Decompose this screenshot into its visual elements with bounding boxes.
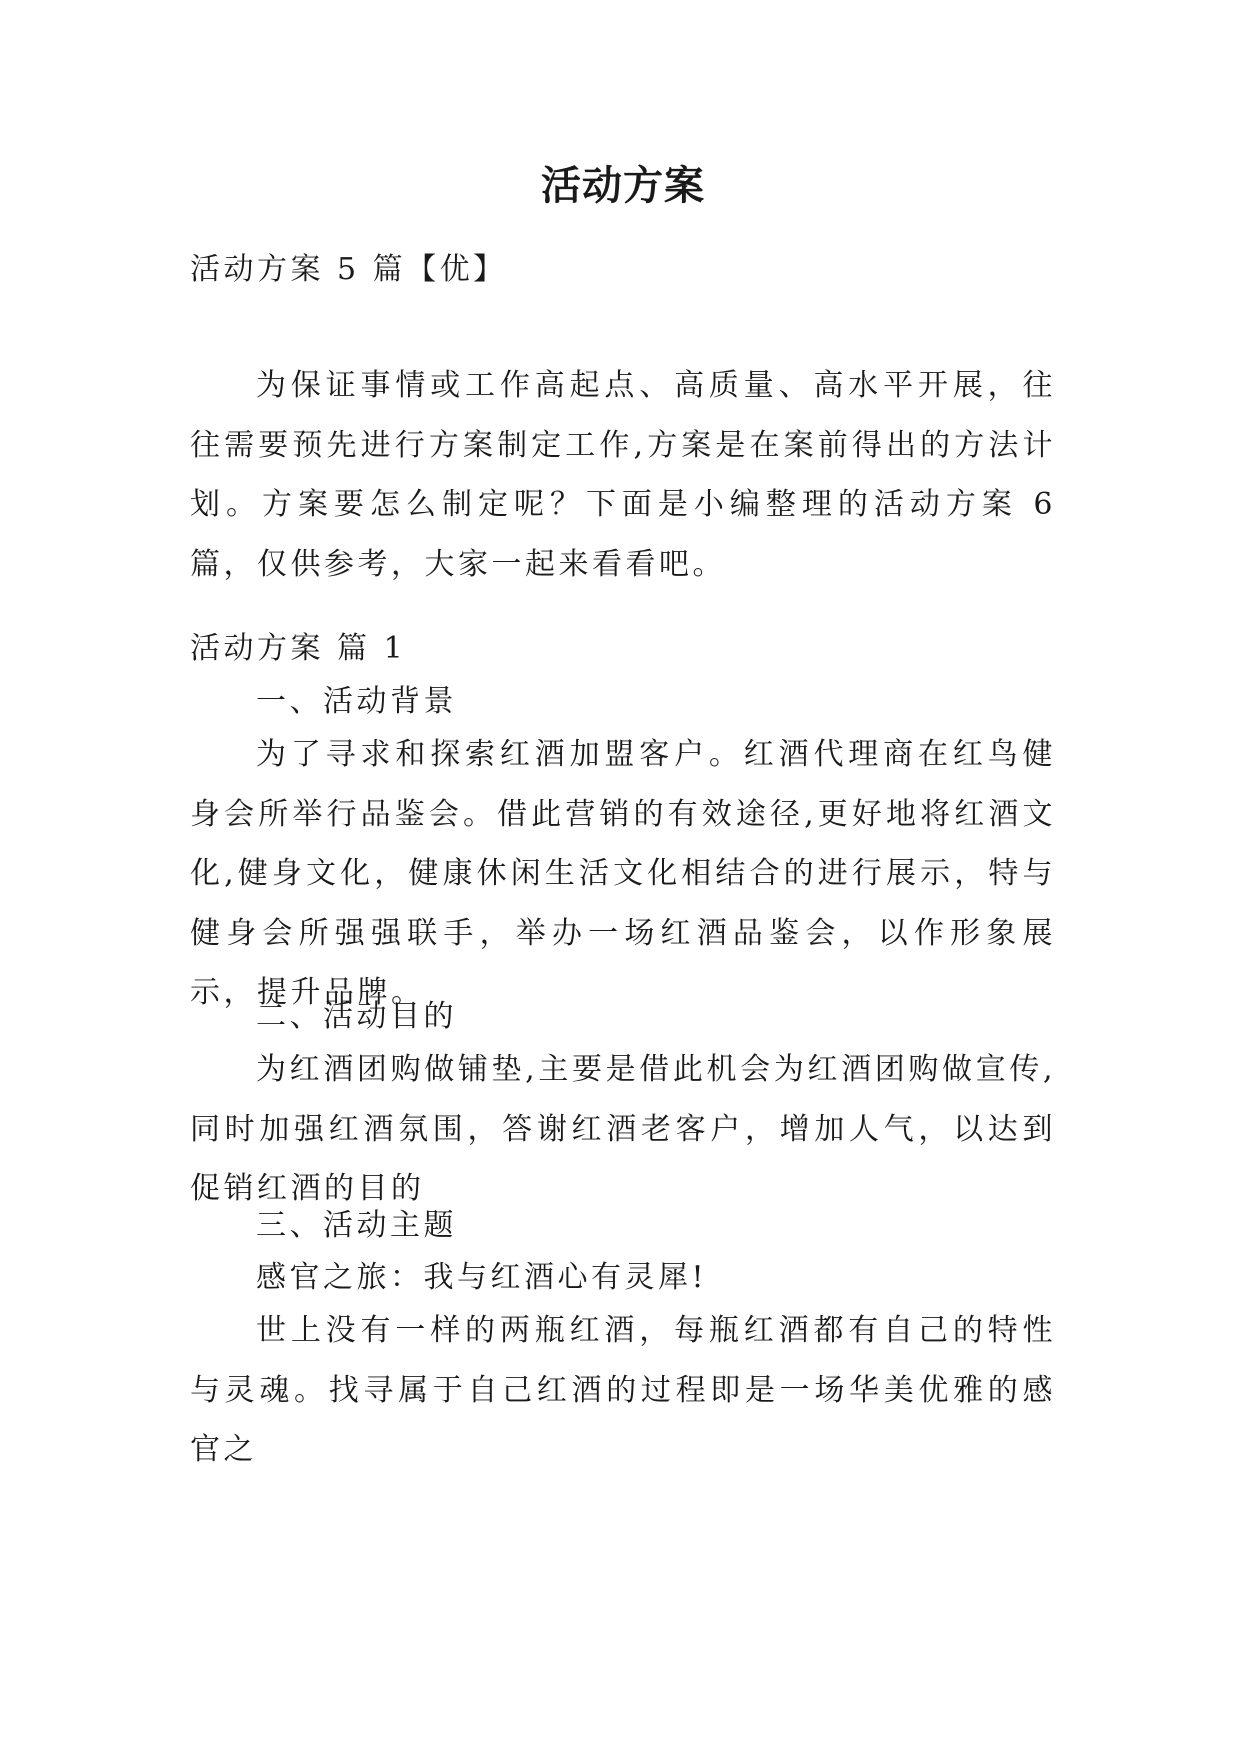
purpose-paragraph: 为红酒团购做铺垫,主要是借此机会为红酒团购做宣传,同时加强红酒氛围，答谢红酒老客户，增加人气，以达到促销红酒的目的 xyxy=(190,1052,1056,1206)
intro-paragraph: 为保证事情或工作高起点、高质量、高水平开展，往往需要预先进行方案制定工作,方案是在案前得出的方法计划。方案要怎么制定呢？下面是小编整理的活动方案 6 篇，仅供参考，大家一起来看看吧。 xyxy=(190,368,1056,582)
section-title: 活动方案 篇 1 xyxy=(190,631,407,666)
theme-line: 感官之旅：我与红酒心有灵犀! xyxy=(256,1260,708,1295)
theme-paragraph: 世上没有一样的两瓶红酒，每瓶红酒都有自己的特性与灵魂。找寻属于自己红酒的过程即是一场华美优雅的感官之 xyxy=(190,1313,1056,1467)
heading-theme: 三、活动主题 xyxy=(256,1208,457,1243)
document-title: 活动方案 xyxy=(541,163,705,209)
document-subtitle: 活动方案 5 篇【优】 xyxy=(190,252,507,287)
document-page xyxy=(190,0,1056,1754)
heading-purpose: 二、活动目的 xyxy=(256,999,457,1034)
background-paragraph: 为了寻求和探索红酒加盟客户。红酒代理商在红鸟健身会所举行品鉴会。借此营销的有效途径,更好地将红酒文化,健身文化，健康休闲生活文化相结合的进行展示，特与健身会所强强联手，举办一场红酒品鉴会，以作形象展示，提升品牌。 xyxy=(190,737,1056,1010)
heading-background: 一、活动背景 xyxy=(256,684,457,719)
